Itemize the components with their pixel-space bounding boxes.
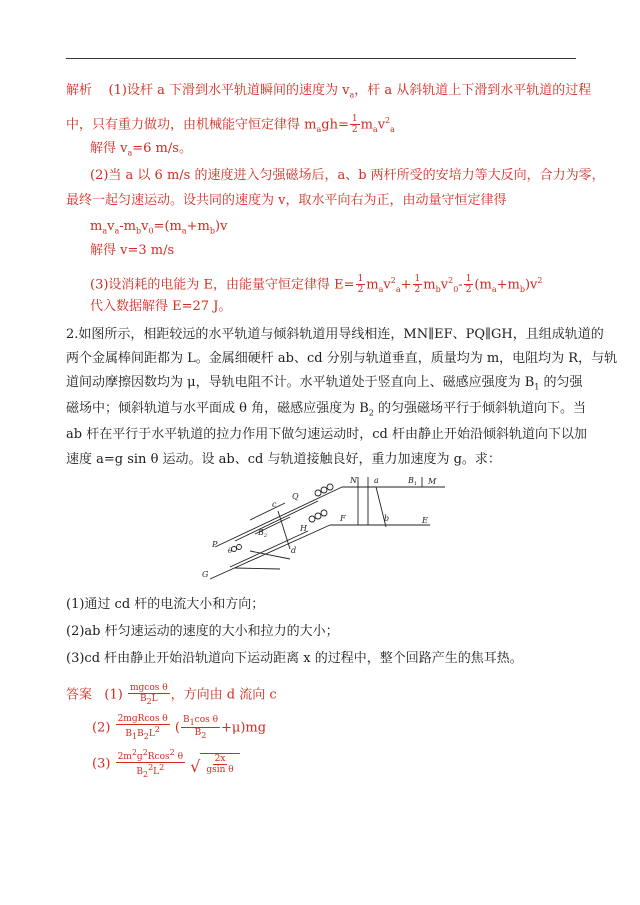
answer-3: (3) $\frac{2m^2g^2Rcos^2 \theta}{B_2^2L^2}$ √ $\frac{2x}{\text{gsin θ}}$ [92, 748, 240, 780]
answer-2: (2) $\frac{\text{2mgRcos θ}}{B_1B_2L^2}$ ( $\frac{B_1\cos \theta}{B_2}$ +μ)mg [92, 714, 267, 741]
analysis-p3-line1: (3)设消耗的电能为 E，由能量守恒定律得 E= $\frac{1}{2}$ $m_av^2_a+$ $\frac{1}{2}$ $m_bv^2_0-$ $\frac{1}{2}$ $(m_a+m_b)v^2$ [90, 274, 543, 296]
label-B2: $B_2$ [258, 528, 268, 539]
label-d: d [291, 546, 297, 555]
label-M: M [428, 477, 437, 486]
label-Q: Q [292, 492, 299, 501]
half-fraction: $\frac{1}{2}$ [357, 274, 364, 296]
answer-1: 答案 (1) $\frac{\text{mgcos θ}}{B_2L}$ ，方向由 d 流向 c [66, 683, 277, 706]
problem-line1: 2.如图所示，相距较远的水平轨道与倾斜轨道用导线相连，MN∥EF、PQ∥GH，且组成轨道的 [66, 327, 604, 342]
answer3-fraction: $\frac{2m^2g^2Rcos^2 \theta}{B_2^2L^2}$ [117, 748, 184, 779]
analysis-p2-line2: 最终一起匀速运动。设共同的速度为 v，取水平向右为正，由动量守恒定律得 [66, 193, 507, 208]
label-H: H [300, 524, 307, 533]
label-theta: θ [228, 547, 233, 555]
label-F: F [340, 514, 346, 523]
answer-label: 答案 [66, 687, 93, 703]
label-a: a [374, 476, 379, 485]
analysis-p1-result: 解得 $v_a=6$ m/s。 [90, 141, 192, 158]
header-rule [66, 58, 576, 59]
problem-line3: 道间动摩擦因数均为 μ，导轨电阻不计。水平轨道处于竖直向上、磁感应强度为 $B_1$ 的匀强 [66, 375, 583, 392]
problem-line6: 速度 a=g sin θ 运动。设 ab、cd 与轨道接触良好，重力加速度为 g。求： [66, 452, 501, 467]
sqrt-icon: √ $\frac{2x}{\text{gsin θ}}$ [190, 753, 240, 775]
half-fraction: $\frac{1}{2}$ [465, 274, 472, 296]
analysis-p3-result: 代入数据解得 E=27 J。 [90, 299, 232, 314]
label-b: b [384, 514, 390, 523]
label-B1: $B_1$ [408, 476, 418, 487]
label-E: E [422, 516, 428, 525]
answer1-fraction: $\frac{\text{mgcos θ}}{B_2L}$ [129, 683, 168, 706]
analysis-label: 解析 [66, 83, 93, 98]
problem-line4: 磁场中；倾斜轨道与水平面成 θ 角，磁感应强度为 $B_2$ 的匀强磁场平行于倾斜轨道向下。当 [66, 401, 587, 418]
question-3: (3)cd 杆由静止开始沿轨道向下运动距离 x 的过程中，整个回路产生的焦耳热。 [66, 651, 523, 666]
answer2-inner-fraction: $\frac{B_1\cos \theta}{B_2}$ [182, 714, 219, 741]
answer2-fraction: $\frac{\text{2mgRcos θ}}{B_1B_2L^2}$ [117, 714, 168, 741]
answer3-sqrt-fraction: $\frac{2x}{\text{gsin θ}}$ [206, 753, 234, 775]
label-c: c [272, 500, 277, 509]
analysis-p2-equation: $m_av_a-m_bv_0=(m_a+m_b)v$ [90, 219, 228, 236]
label-P: P [212, 540, 218, 549]
question-1: (1)通过 cd 杆的电流大小和方向； [66, 597, 265, 612]
half-fraction: $\frac{1}{2}$ [351, 114, 358, 136]
problem-line2: 两个金属棒间距都为 L。金属细硬杆 ab、cd 分别与轨道垂直，质量均为 m，电阻均为 R，与轨 [66, 351, 618, 366]
analysis-p2-line1: (2)当 a 以 6 m/s 的速度进入匀强磁场后，a、b 两杆所受的安培力等大反向，合力为零， [90, 168, 605, 183]
problem-line5: ab 杆在平行于水平轨道的拉力作用下做匀速运动时，cd 杆由静止开始沿倾斜轨道向下以加 [66, 427, 587, 442]
rail-diagram [190, 473, 450, 585]
analysis-p1-line1: 解析 (1)设杆 a 下滑到水平轨道瞬间的速度为 $v_a$，杆 a 从斜轨道上下滑到水平轨道的过程 [66, 83, 592, 100]
label-G: G [202, 570, 209, 579]
question-2: (2)ab 杆匀速运动的速度的大小和拉力的大小； [66, 624, 339, 639]
half-fraction: $\frac{1}{2}$ [414, 274, 421, 296]
label-N: N [350, 476, 357, 485]
analysis-p2-result: 解得 v=3 m/s [90, 243, 175, 258]
analysis-p1-line2: 中，只有重力做功，由机械能守恒定律得 $m_agh=$ $\frac{1}{2}$ $m_av^2_a$ [66, 114, 395, 136]
